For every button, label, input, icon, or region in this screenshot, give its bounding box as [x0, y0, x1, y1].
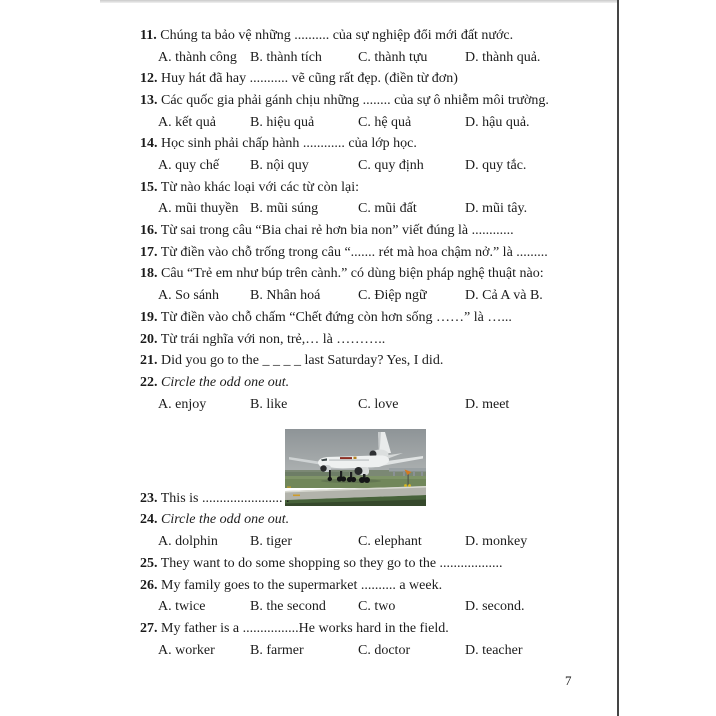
- question-27: [140, 621, 449, 637]
- question-text: Từ nào khác loại với các từ còn lại:: [160, 180, 360, 195]
- option-d: D. meet: [465, 397, 510, 412]
- question-21: [140, 353, 443, 369]
- question-number: 22.: [140, 375, 158, 390]
- option-d: D. quy tắc.: [465, 158, 527, 173]
- question-number: 14.: [140, 136, 158, 151]
- option-b: B. like: [250, 397, 288, 412]
- option-a: A. mũi thuyền: [158, 201, 239, 216]
- question-27-options: [158, 643, 598, 659]
- option-b: B. farmer: [250, 643, 304, 658]
- question-text: Circle the odd one out.: [161, 512, 290, 527]
- question-number: 26.: [140, 578, 158, 593]
- question-25: [140, 556, 503, 572]
- question-number: 20.: [140, 332, 158, 347]
- option-b: B. thành tích: [250, 50, 322, 65]
- option-a: A. thành công: [158, 50, 237, 65]
- option-a: A. quy chế: [158, 158, 220, 173]
- question-12: [140, 71, 458, 87]
- option-b: B. tiger: [250, 534, 292, 549]
- question-text: Học sinh phải chấp hành ............ của lớp học.: [161, 136, 417, 151]
- page-number: 7: [565, 673, 572, 688]
- question-17: [140, 245, 548, 261]
- option-b: B. nội quy: [250, 158, 309, 173]
- question-14-options: [158, 158, 598, 174]
- option-d: D. thành quả.: [465, 50, 541, 65]
- option-c: C. hệ quả: [358, 115, 412, 130]
- question-24-options: [158, 534, 598, 550]
- option-c: C. mũi đất: [358, 201, 417, 216]
- question-text: Từ trái nghĩa với non, trẻ,… là ………..: [160, 332, 386, 347]
- option-c: C. thành tựu: [358, 50, 428, 65]
- option-b: B. Nhân hoá: [250, 288, 321, 303]
- option-c: C. elephant: [358, 534, 422, 549]
- question-text: My father is a ................He works hard in the field.: [161, 621, 449, 636]
- question-18: [140, 266, 544, 282]
- question-text: Câu “Trẻ em như búp trên cành.” có dùng biện pháp nghệ thuật nào:: [161, 266, 544, 281]
- question-16: [140, 223, 514, 239]
- question-number: 18.: [140, 266, 158, 281]
- question-24: [140, 512, 289, 528]
- option-d: D. mũi tây.: [465, 201, 528, 216]
- airplane-illustration: [285, 429, 426, 506]
- scan-top-edge: [100, 0, 618, 3]
- question-text: Các quốc gia phải gánh chịu những ........ của sự ô nhiễm môi trường.: [161, 93, 549, 108]
- option-d: D. teacher: [465, 643, 523, 658]
- question-20: [140, 332, 385, 348]
- question-text: Từ sai trong câu “Bia chai rẻ hơn bia non” viết đúng là ............: [160, 223, 514, 238]
- option-a: A. dolphin: [158, 534, 218, 549]
- question-15: [140, 180, 359, 196]
- question-number: 27.: [140, 621, 158, 636]
- question-23: [140, 491, 289, 507]
- option-c: C. quy định: [358, 158, 424, 173]
- option-a: A. So sánh: [158, 288, 220, 303]
- question-text: My family goes to the supermarket .......... a week.: [161, 578, 443, 593]
- option-b: B. the second: [250, 599, 326, 614]
- question-number: 11.: [140, 28, 157, 43]
- option-d: D. hậu quả.: [465, 115, 530, 130]
- question-text: Did you go to the _ _ _ _ last Saturday? Yes, I did.: [161, 353, 444, 368]
- airplane-photo: [285, 429, 426, 506]
- option-c: C. two: [358, 599, 396, 614]
- question-19: [140, 310, 512, 326]
- question-number: 24.: [140, 512, 158, 527]
- question-text: Chúng ta bảo vệ những .......... của sự nghiệp đổi mới đất nước.: [160, 28, 514, 43]
- option-c: C. Điệp ngữ: [358, 288, 427, 303]
- option-a: A. twice: [158, 599, 206, 614]
- question-number: 25.: [140, 556, 158, 571]
- option-c: C. doctor: [358, 643, 411, 658]
- option-b: B. mũi súng: [250, 201, 319, 216]
- question-number: 12.: [140, 71, 158, 86]
- question-text: Huy hát đã hay ........... vẽ cũng rất đẹp. (điền từ đơn): [161, 71, 458, 86]
- question-15-options: [158, 201, 598, 217]
- question-number: 17.: [140, 245, 158, 260]
- page-right-edge-line: [617, 0, 619, 716]
- question-11-options: [158, 50, 598, 66]
- option-d: D. second.: [465, 599, 525, 614]
- question-18-options: [158, 288, 598, 304]
- question-number: 23.: [140, 491, 158, 506]
- question-text: They want to do some shopping so they go to the ..................: [160, 556, 503, 571]
- question-text: Từ điền vào chỗ chấm “Chết đứng còn hơn sống ……” là …...: [160, 310, 512, 325]
- question-text: This is ....................... .: [160, 491, 290, 506]
- option-a: A. kết quả: [158, 115, 216, 130]
- question-text: Từ điền vào chỗ trống trong câu “....... rét mà hoa chậm nở.” là .........: [160, 245, 548, 260]
- option-a: A. enjoy: [158, 397, 207, 412]
- option-a: A. worker: [158, 643, 215, 658]
- question-22: [140, 375, 289, 391]
- option-d: D. monkey: [465, 534, 528, 549]
- option-d: D. Cả A và B.: [465, 288, 543, 303]
- question-number: 16.: [140, 223, 158, 238]
- question-14: [140, 136, 417, 152]
- question-26-options: [158, 599, 598, 615]
- question-11: [140, 28, 513, 44]
- question-13-options: [158, 115, 598, 131]
- question-number: 19.: [140, 310, 158, 325]
- question-13: [140, 93, 549, 109]
- question-number: 15.: [140, 180, 158, 195]
- question-26: [140, 578, 442, 594]
- option-b: B. hiệu quả: [250, 115, 315, 130]
- question-text: Circle the odd one out.: [161, 375, 290, 390]
- option-c: C. love: [358, 397, 399, 412]
- question-22-options: [158, 397, 598, 413]
- question-number: 13.: [140, 93, 158, 108]
- question-number: 21.: [140, 353, 158, 368]
